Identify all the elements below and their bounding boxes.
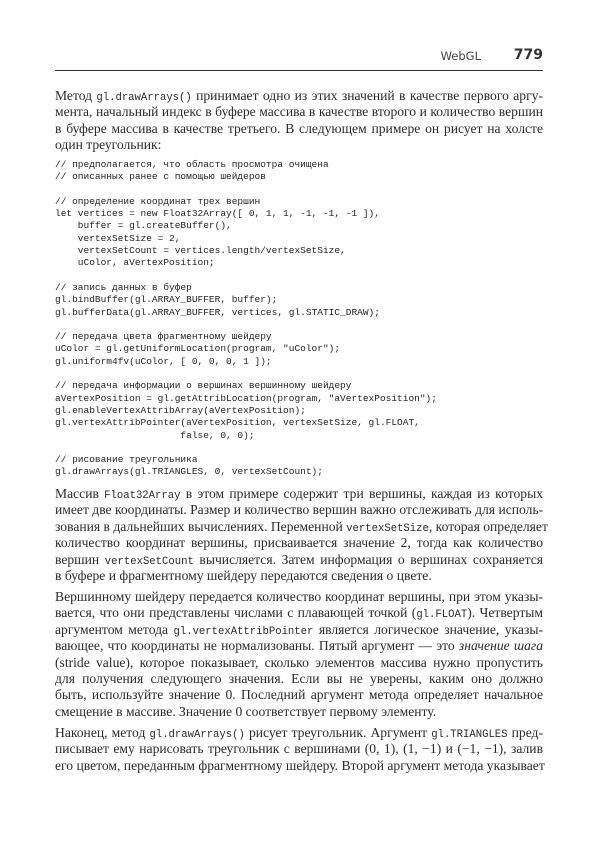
text-run: в буфере и фрагментному шейдеру передаются сведения о цвете. bbox=[55, 567, 432, 583]
paragraph-vertex-attrib bbox=[55, 589, 543, 720]
text-run: вычисляется. Затем информация о вершинах сохраняется bbox=[193, 551, 543, 567]
text-run: писывает ему нарисовать треугольник с вершинами (0, 1), (1, −1) и (−1, −1), залив bbox=[55, 741, 543, 757]
text-run: рисует треугольник. Аргумент bbox=[244, 725, 432, 740]
text-run: мента, начальный индекс в буфере массива в качестве второго и количество вершин bbox=[55, 104, 543, 120]
code-line: aVertexPosition = gl.getAttribLocation(program, "aVertexPosition"); bbox=[55, 392, 437, 404]
inline-code: vertexSetCount bbox=[104, 555, 194, 568]
code-line: vertexSetSize = 2, bbox=[55, 232, 181, 244]
inline-code: vertexSetSize bbox=[346, 522, 429, 535]
inline-code: Float32Array bbox=[104, 490, 181, 502]
text-line bbox=[55, 568, 543, 584]
text-line bbox=[55, 486, 543, 502]
text-run: вающее, что координаты не нормализованы. Пятый аргумент — это bbox=[55, 638, 459, 654]
code-line bbox=[55, 270, 437, 282]
text-line bbox=[55, 552, 543, 568]
inline-code: gl.vertexAttribPointer bbox=[173, 625, 314, 638]
text-run: , которая определяет bbox=[428, 518, 548, 534]
text-run: является логическое значение, указы- bbox=[313, 621, 543, 637]
code-line bbox=[55, 442, 437, 454]
text-line bbox=[55, 589, 543, 605]
chapter-title: WebGL bbox=[440, 49, 481, 63]
code-line: gl.bindBuffer(gl.ARRAY_BUFFER, buffer); bbox=[55, 294, 278, 306]
paragraph-float32array bbox=[55, 486, 548, 584]
paragraph-draw-arrays bbox=[55, 725, 543, 774]
text-run: имеет две координаты. Размер и количество вершин важно отслеживать для исполь- bbox=[55, 502, 544, 518]
text-line bbox=[55, 758, 543, 774]
inline-code: gl.drawArrays() bbox=[149, 729, 245, 741]
code-line: vertexSetCount = vertices.length/vertexSetSize, bbox=[55, 245, 346, 257]
text-line bbox=[55, 502, 543, 518]
text-run: вершин bbox=[55, 551, 105, 567]
text-run: зования в дальнейших вычислениях. Переменной bbox=[55, 518, 347, 534]
text-run: быть, используйте значение 0. Последний аргумент метода определяет начальное bbox=[55, 687, 543, 703]
code-line: // передача цвета фрагментному шейдеру bbox=[55, 331, 272, 343]
running-header bbox=[55, 46, 543, 71]
inline-code: gl.drawArrays() bbox=[96, 92, 192, 104]
code-line: gl.uniform4fv(uColor, [ 0, 0, 0, 1 ]); bbox=[55, 355, 272, 367]
code-line bbox=[55, 319, 437, 331]
text-line bbox=[55, 671, 543, 687]
text-line bbox=[55, 741, 543, 757]
code-line: gl.bufferData(gl.ARRAY_BUFFER, vertices, gl.STATIC_DRAW); bbox=[55, 306, 380, 318]
text-line bbox=[55, 137, 543, 153]
text-run: его цветом, переданным фрагментному шейдеру. Второй аргумент метода указывает bbox=[55, 757, 545, 773]
text-run: один треугольник: bbox=[55, 137, 162, 153]
text-run: смещение в массиве. Значение 0 соответствует первому элементу. bbox=[55, 703, 437, 719]
code-line: gl.enableVertexAttribArray(aVertexPosition); bbox=[55, 404, 306, 416]
text-line bbox=[55, 535, 543, 551]
text-run: принимает одно из этих значений в качестве первого аргу- bbox=[191, 88, 543, 103]
text-line bbox=[55, 518, 548, 535]
code-line: // предполагается, что область просмотра очищена bbox=[55, 159, 329, 170]
code-line: // рисование треугольника bbox=[55, 454, 198, 466]
code-line: // передача информации о вершинах вершинному шейдеру bbox=[55, 380, 352, 392]
text-line bbox=[55, 605, 543, 621]
text-line bbox=[55, 725, 543, 741]
code-line: let vertices = new Float32Array([ 0, 1, 1, -1, -1, -1 ]), bbox=[55, 208, 380, 220]
text-run: (stride value), которое показывает, сколько элементов массива нужно пропустить bbox=[55, 654, 543, 670]
code-line: uColor = gl.getUniformLocation(program, "uColor"); bbox=[55, 343, 341, 355]
code-line: // описанных ранее с помощью шейдеров bbox=[55, 171, 266, 183]
inline-code: gl.TRIANGLES bbox=[431, 729, 508, 741]
text-run: Массив bbox=[55, 486, 105, 501]
text-line bbox=[55, 687, 543, 703]
text-run: ). Четвертым bbox=[467, 605, 543, 621]
code-line bbox=[55, 184, 437, 196]
text-line bbox=[55, 104, 543, 120]
code-line bbox=[55, 368, 437, 380]
page-number: 779 bbox=[513, 47, 543, 63]
text-run: Вершинному шейдеру передается количество координат вершины, при этом указы- bbox=[55, 589, 543, 604]
text-run: пред- bbox=[507, 725, 544, 740]
text-run: Наконец, метод bbox=[55, 725, 150, 740]
text-run: в буфере массива в качестве третьего. В следующем примере он рисует на холсте bbox=[55, 120, 543, 136]
text-line bbox=[55, 655, 543, 671]
paragraph-intro bbox=[55, 88, 543, 154]
inline-code: gl.FLOAT bbox=[416, 609, 468, 622]
text-line bbox=[55, 638, 543, 654]
text-run: в этом примере содержит три вершины, каждая из которых bbox=[180, 486, 544, 501]
code-line: // запись данных в буфер bbox=[55, 281, 192, 293]
emphasis: значение шага bbox=[458, 638, 543, 654]
code-line: gl.drawArrays(gl.TRIANGLES, 0, vertexSetCount); bbox=[55, 466, 323, 478]
text-run: количество координат вершины, присваивается значение 2, тогда как количество bbox=[55, 535, 543, 551]
code-line: buffer = gl.createBuffer(), bbox=[55, 220, 232, 232]
text-run: для получения следующего значения. Если вы не уверены, каким оно должно bbox=[55, 670, 543, 686]
code-line: uColor, aVertexPosition; bbox=[55, 257, 215, 269]
text-line bbox=[55, 622, 543, 638]
text-line bbox=[55, 704, 543, 720]
code-listing bbox=[55, 159, 437, 479]
code-line: gl.vertexAttribPointer(aVertexPosition, vertexSetSize, gl.FLOAT, bbox=[55, 417, 420, 429]
text-run: Метод bbox=[55, 88, 97, 103]
text-run: аргументом метода bbox=[55, 621, 174, 637]
text-run: вается, что они представлены числами с плавающей точкой ( bbox=[55, 605, 417, 621]
code-line: // определение координат трех вершин bbox=[55, 195, 261, 207]
text-line bbox=[55, 88, 543, 104]
code-line: false, 0, 0); bbox=[55, 429, 255, 441]
text-line bbox=[55, 121, 543, 137]
